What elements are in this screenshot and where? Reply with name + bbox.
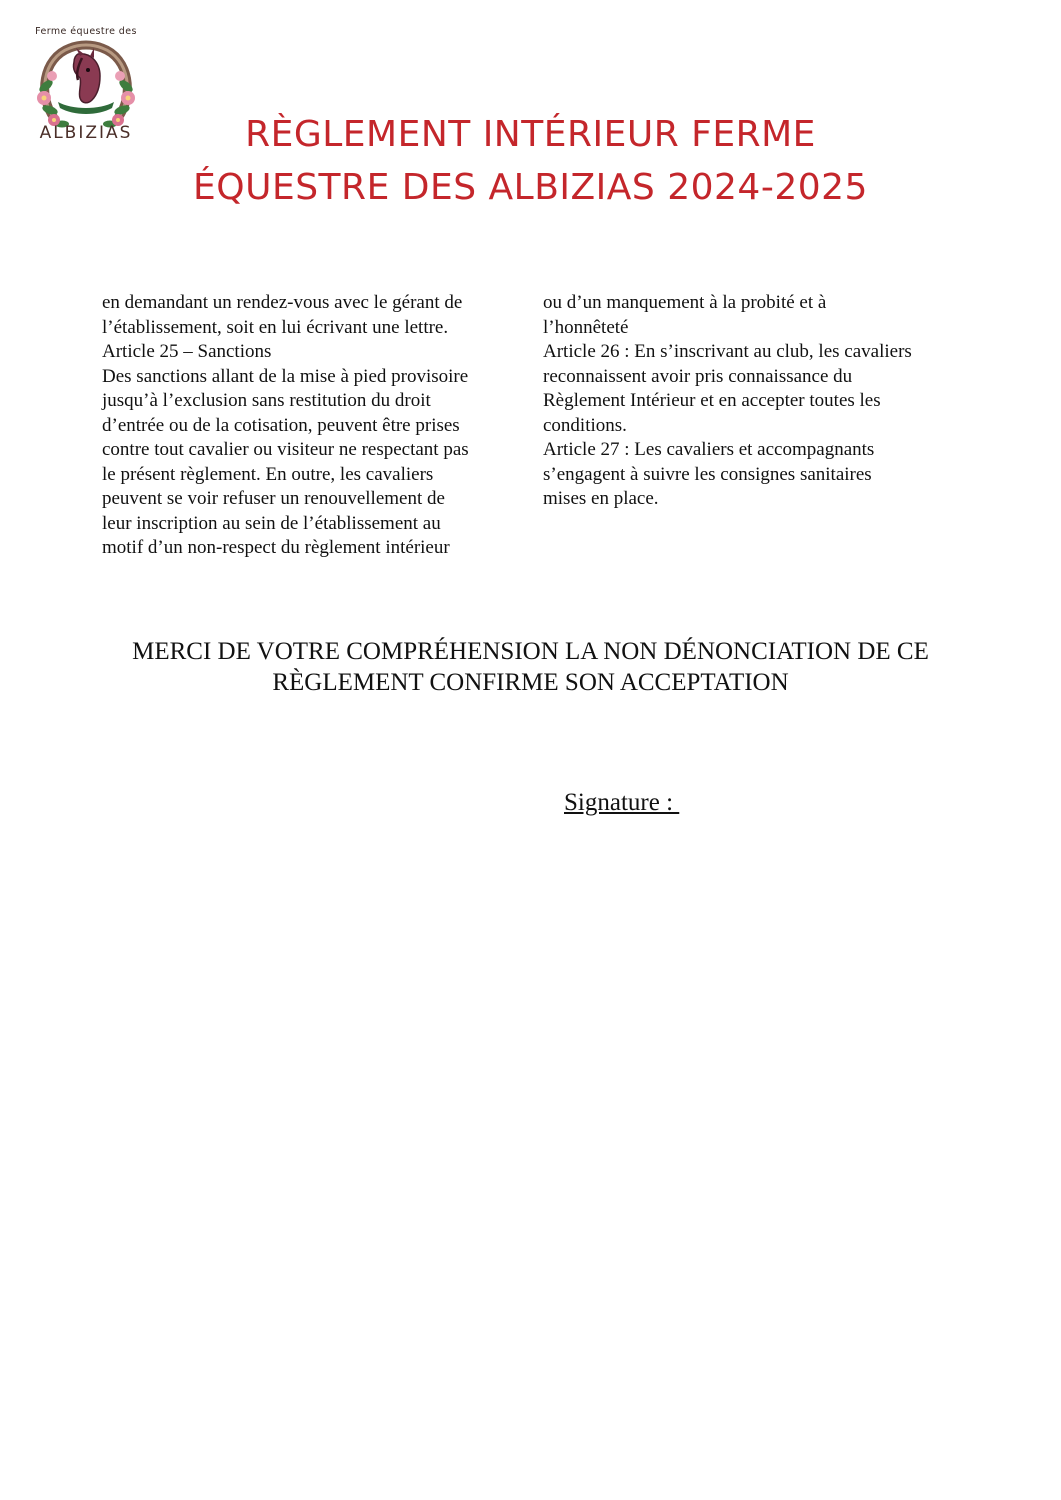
closing-statement [0,636,1061,698]
text-line: peuvent se voir refuser un renouvellement de [102,488,445,509]
text-line: l’établissement, soit en lui écrivant une lettre. [102,316,449,338]
left-column [102,291,522,561]
text-line: l’honnêteté [543,316,629,338]
text-line: Règlement Intérieur et en accepter toutes les [543,390,881,411]
text-line: Des sanctions allant de la mise à pied provisoire [102,365,469,387]
text-line: contre tout cavalier ou visiteur ne respectant pas [102,439,469,460]
text-line: le présent règlement. En outre, les cavaliers [102,463,434,485]
text-line: s’engagent à suivre les consignes sanitaires [543,463,872,485]
logo-top-text: Ferme équestre des [35,26,137,37]
title-line-1: RÈGLEMENT INTÉRIEUR FERME [245,114,816,155]
text-line: reconnaissent avoir pris connaissance du [543,365,853,387]
signature-label: Signature : [564,789,680,816]
article-26-text: Article 26 : En s’inscrivant au club, les cavaliers [543,341,912,362]
text-line: d’entrée ou de la cotisation, peuvent être prises [102,414,460,436]
closing-line-1: MERCI DE VOTRE COMPRÉHENSION LA NON DÉNONCIATION DE CE [132,638,929,665]
text-line: leur inscription au sein de l’établissement au [102,512,441,534]
text-line: jusqu’à l’exclusion sans restitution du droit [102,390,431,411]
logo-bottom-text: ALBIZIAS [39,123,133,143]
document-title [0,108,1061,214]
text-line: ou d’un manquement à la probité et à [543,292,827,313]
article-27-text: Article 27 : Les cavaliers et accompagnants [543,439,875,460]
article-25-heading: Article 25 – Sanctions [102,341,272,362]
closing-line-2: RÈGLEMENT CONFIRME SON ACCEPTATION [272,669,789,696]
text-line: mises en place. [543,488,659,509]
text-line: conditions. [543,414,627,436]
text-line: en demandant un rendez-vous avec le gérant de [102,292,463,313]
right-column [543,291,968,512]
text-line: motif d’un non-respect du règlement intérieur [102,537,450,558]
title-line-2: ÉQUESTRE DES ALBIZIAS 2024-2025 [193,167,868,208]
